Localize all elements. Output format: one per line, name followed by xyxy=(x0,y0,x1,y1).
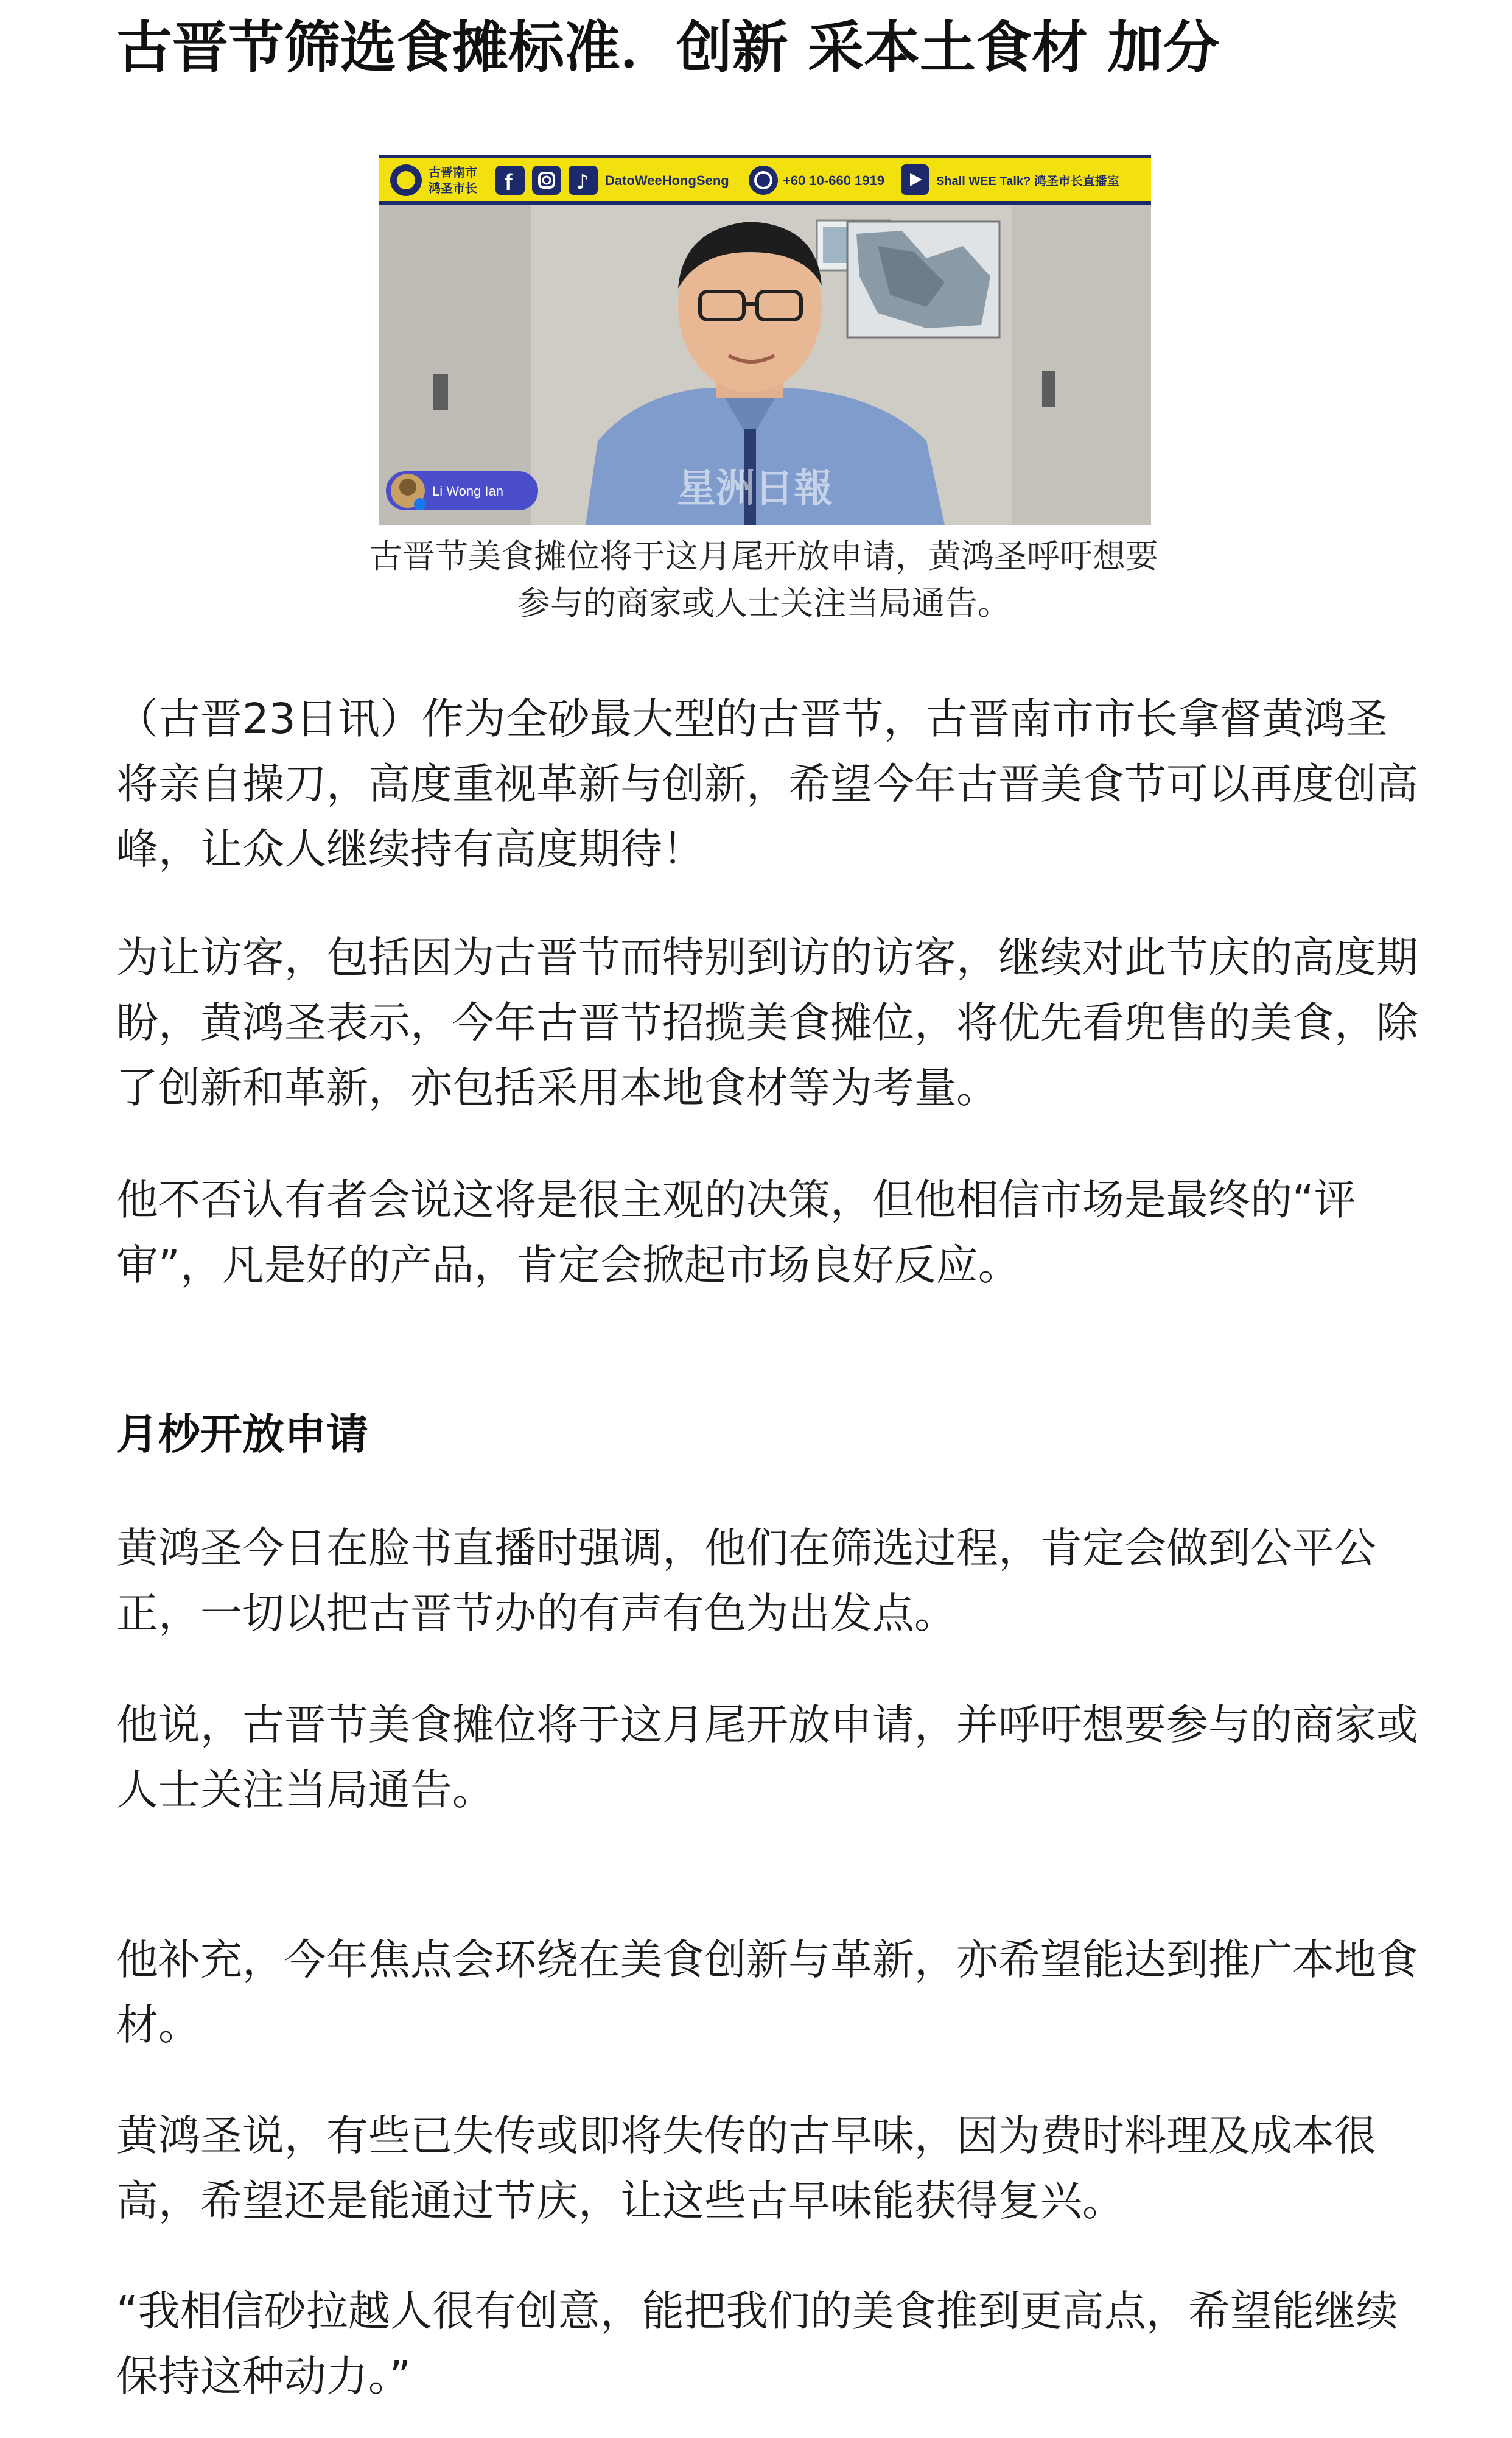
article-paragraph: 他补充，今年焦点会环绕在美食创新与革新，亦希望能达到推广本地食材。 xyxy=(116,1936,1418,2050)
viewer-name: Li Wong Ian xyxy=(432,483,504,499)
svg-text:♪: ♪ xyxy=(576,170,589,194)
article-paragraph: 他不否认有者会说这将是很主观的决策，但他相信市场是最终的“评审”，凡是好的产品，肯定会掀起市场良好反应。 xyxy=(116,1176,1356,1290)
banner-phone: +60 10-660 1919 xyxy=(783,173,884,188)
banner-show-name: Shall WEE Talk? 鸿圣市长直播室 xyxy=(936,175,1119,188)
newspaper-watermark: 星洲日報 xyxy=(677,466,833,511)
article-paragraph: （古晋23日讯）作为全砂最大型的古晋节，古晋南市市长拿督黄鸿圣将亲自操刀，高度重视革新与创新，希望今年古晋美食节可以再度创高峰，让众人继续持有高度期待！ xyxy=(116,695,1418,874)
whatsapp-icon xyxy=(749,166,778,195)
banner-org-line2: 鸿圣市长 xyxy=(429,182,477,195)
article-paragraph: “我相信砂拉越人很有创意，能把我们的美食推到更高点，希望能继续保持这种动力。” xyxy=(116,2287,1398,2401)
article-paragraph: 黄鸿圣今日在脸书直播时强调，他们在筛选过程，肯定会做到公平公正，一切以把古晋节办的有声有色为出发点。 xyxy=(116,1524,1376,1638)
section-subheading: 月杪开放申请 xyxy=(116,1410,368,1459)
svg-text:f: f xyxy=(505,170,513,195)
banner-org-line1: 古晋南市 xyxy=(429,166,477,180)
banner-social-handle: DatoWeeHongSeng xyxy=(605,173,729,188)
article-title: 古晋节筛选食摊标准．创新 采本土食材 加分 xyxy=(116,15,1220,80)
article-paragraph: 他说，古晋节美食摊位将于这月尾开放申请，并呼吁想要参与的商家或人士关注当局通告。 xyxy=(116,1701,1418,1814)
instagram-icon xyxy=(532,166,561,195)
article-paragraph: 黄鸿圣说，有些已失传或即将失传的古早味，因为费时料理及成本很高，希望还是能通过节庆，让这些古早味能获得复兴。 xyxy=(116,2112,1376,2225)
article-photo xyxy=(379,155,1151,525)
photo-illustration xyxy=(379,155,1151,525)
article-paragraph: 为让访客，包括因为古晋节而特别到访的访客，继续对此节庆的高度期盼，黄鸿圣表示，今年古晋节招揽美食摊位，将优先看兜售的美食，除了创新和革新，亦包括采用本地食材等为考量。 xyxy=(116,933,1418,1112)
photo-caption: 古晋节美食摊位将于这月尾开放申请，黄鸿圣呼吁想要参与的商家或人士关注当局通告。 xyxy=(369,537,1158,622)
